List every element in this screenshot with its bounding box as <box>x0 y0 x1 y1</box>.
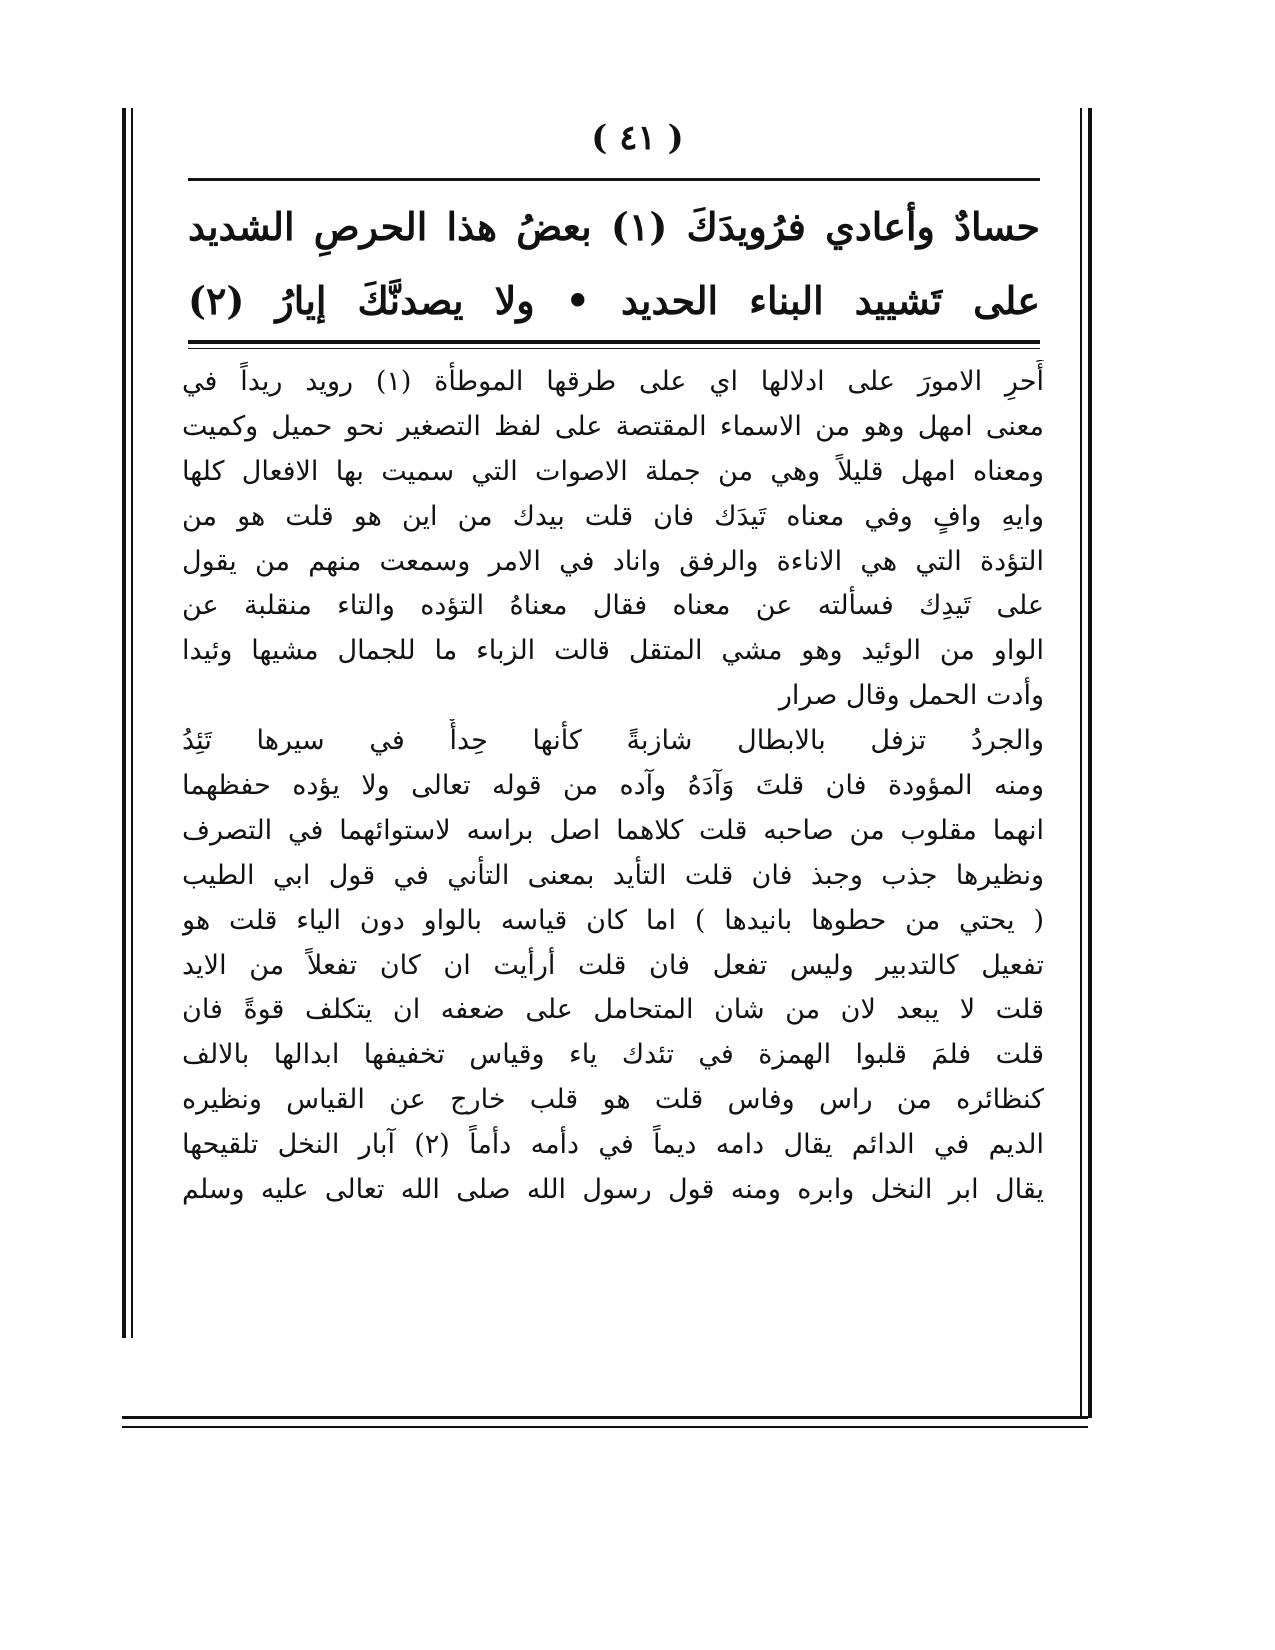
header-rule <box>188 178 1040 181</box>
commentary-line: وأدت الحمل وقال صرار <box>778 680 1044 712</box>
commentary-line: يقال ابر النخل وابره ومنه قول رسول الله صلى الله تعالى عليه وسلم <box>182 1174 1044 1206</box>
commentary-line: الديم في الدائم يقال دامه ديماً في دأمه دأماً (٢) آبار النخل تلقيحها <box>182 1129 1044 1161</box>
frame-right-outer-rule <box>1088 108 1092 1418</box>
commentary-line: تفعيل كالتدبير وليس تفعل فان قلت أرأيت ان كان تفعلاً من الايد <box>182 949 1044 981</box>
verse-text <box>188 190 1040 338</box>
commentary-line: والجردُ تزفل بالابطال شازبةً كأنها حِدأٌ في سيرها تَئِدُ <box>182 725 1044 757</box>
bottom-rule-thin <box>122 1426 1088 1428</box>
verse-line: على تَشييد البناء الحديد • ولا يصدنَّكَ إيارُ (٢) <box>188 278 1040 323</box>
commentary-line: معنى امهل وهو من الاسماء المقتصة على لفظ التصغير نحو حميل وكميت <box>182 410 1044 442</box>
frame-left-outer-rule <box>122 108 126 1338</box>
commentary-line: ( يحتي من حطوها بانيدها ) اما كان قياسه بالواو دون الياء قلت هو <box>182 904 1044 936</box>
frame-left-inner-rule <box>131 108 133 1338</box>
frame-right-inner-rule <box>1080 108 1082 1418</box>
commentary-line: كنظائره من راس وفاس قلت هو قلب خارج عن القياس ونظيره <box>182 1084 1044 1116</box>
commentary-line: الواو من الوئيد وهو مشي المتقل قالت الزباء ما للجمال مشيها وئيدا <box>182 635 1044 667</box>
verse-line: حسادٌ وأعادي فرُويدَكَ (١) بعضُ هذا الحرصِ الشديد <box>188 204 1040 249</box>
separator-rule <box>188 340 1040 344</box>
commentary-line: على تَيدِك فسألته عن معناه فقال معناهُ التؤده والتاء منقلبة عن <box>182 590 1044 622</box>
separator-rule-thin <box>188 348 1040 349</box>
commentary-text <box>182 360 1044 1213</box>
commentary-line: التؤدة التي هي الاناءة والرفق واناد في الامر وسمعت منهم من يقول <box>182 545 1044 577</box>
commentary-line: وايهِ وافٍ وفي معناه تَيدَك فان قلت بيدك من اين هو قلت هو من <box>182 500 1044 532</box>
page-number: ( ٤١ ) <box>591 118 684 158</box>
commentary-line: ومنه المؤودة فان قلتَ وَآدَهُ وآده من قوله تعالى ولا يؤده حفظهما <box>182 770 1044 802</box>
commentary-line: ومعناه امهل قليلاً وهي من جملة الاصوات التي سميت بها الافعال كلها <box>182 455 1044 487</box>
bottom-rule <box>122 1416 1088 1419</box>
commentary-line: انهما مقلوب من صاحبه قلت كلاهما اصل براسه لاستوائهما في التصرف <box>182 814 1044 846</box>
commentary-line: قلت فلمَ قلبوا الهمزة في تئدك ياء وقياس تخفيفها ابدالها بالالف <box>182 1039 1044 1071</box>
commentary-line: قلت لا يبعد لان من شان المتحامل على ضعفه ان يتكلف قوةً فان <box>182 994 1044 1026</box>
commentary-line: ونظيرها جذب وجبذ فان قلت التأيد بمعنى التأني في قول ابي الطيب <box>182 859 1044 891</box>
commentary-line: أَحرِ الامورَ على ادلالها اي على طرقها الموطأة (١) رويد ريداً في <box>182 366 1044 397</box>
